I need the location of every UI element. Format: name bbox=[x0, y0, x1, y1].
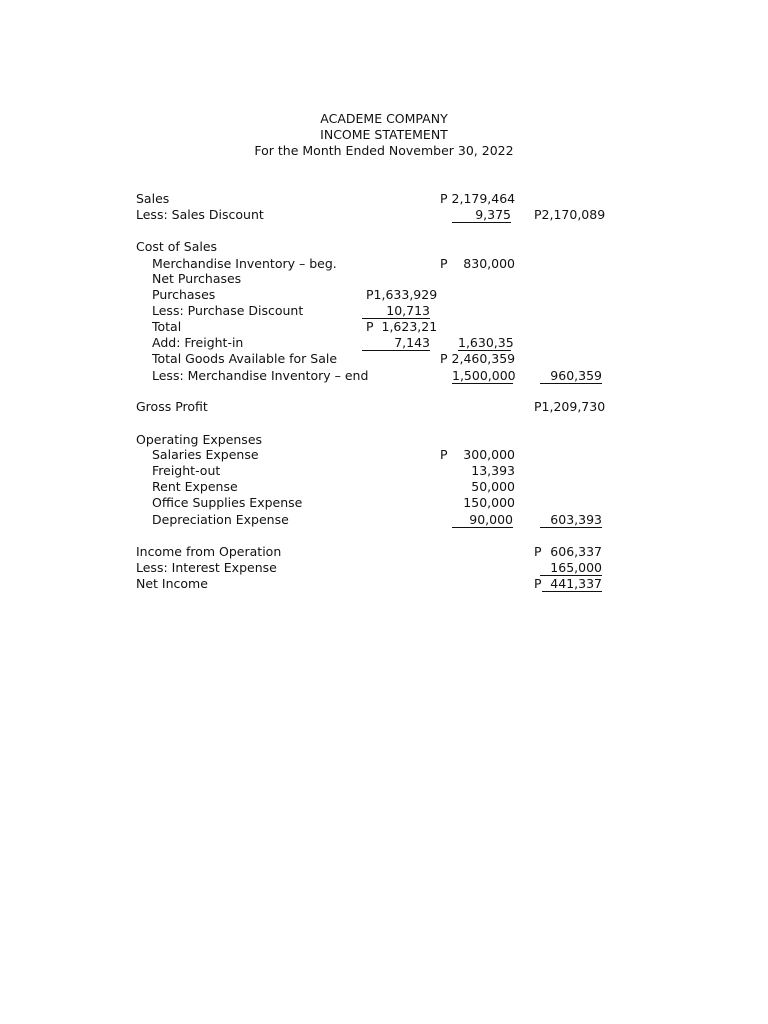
income-from-operation-label: Income from Operation bbox=[136, 544, 282, 559]
statement-title: INCOME STATEMENT bbox=[320, 127, 448, 142]
expense-label: Depreciation Expense bbox=[152, 512, 289, 527]
expense-label: Office Supplies Expense bbox=[152, 495, 303, 510]
inventory-beg-amount: 830,000 bbox=[463, 256, 515, 271]
purchases-amount: P1,633,929 bbox=[366, 287, 438, 302]
inventory-beg-peso: P bbox=[440, 256, 448, 271]
inventory-beg-label: Merchandise Inventory – beg. bbox=[152, 256, 337, 271]
cost-of-sales-amount: 960,359 bbox=[540, 369, 602, 384]
sales-discount-label: Less: Sales Discount bbox=[136, 207, 264, 222]
interest-expense-amount: 165,000 bbox=[540, 561, 602, 576]
net-purchases-amount: 1,630,35 bbox=[458, 335, 514, 350]
statement-period: For the Month Ended November 30, 2022 bbox=[254, 143, 514, 158]
total-amount: P 1,623,21 bbox=[366, 319, 438, 334]
purchase-discount-amount: 10,713 bbox=[362, 304, 430, 319]
sales-amount: P 2,179,464 bbox=[440, 191, 516, 206]
expense-amount: 300,000 bbox=[463, 447, 515, 462]
operating-expenses-total: 603,393 bbox=[540, 513, 602, 528]
freight-in-label: Add: Freight-in bbox=[152, 335, 244, 350]
expense-amount: 13,393 bbox=[471, 463, 515, 478]
net-purchases-label: Net Purchases bbox=[152, 271, 242, 286]
net-income-label: Net Income bbox=[136, 576, 208, 591]
gross-profit-amount: P1,209,730 bbox=[534, 399, 606, 414]
tgas-amount: P 2,460,359 bbox=[440, 351, 516, 366]
net-income-amount: 441,337 bbox=[542, 577, 602, 592]
expense-amount: 150,000 bbox=[463, 495, 515, 510]
expense-amount: 50,000 bbox=[471, 479, 515, 494]
tgas-label: Total Goods Available for Sale bbox=[152, 351, 338, 366]
company-name: ACADEME COMPANY bbox=[320, 111, 448, 126]
operating-expenses-label: Operating Expenses bbox=[136, 432, 263, 447]
expense-label: Freight-out bbox=[152, 463, 221, 478]
freight-in-amount: 7,143 bbox=[362, 336, 430, 351]
inventory-end-amount: 1,500,000 bbox=[452, 368, 516, 383]
expense-peso: P bbox=[440, 447, 448, 462]
gross-profit-label: Gross Profit bbox=[136, 399, 208, 414]
interest-expense-label: Less: Interest Expense bbox=[136, 560, 277, 575]
total-label: Total bbox=[152, 319, 182, 334]
expense-label: Salaries Expense bbox=[152, 447, 259, 462]
income-from-operation-peso: P bbox=[534, 544, 542, 559]
net-sales-amount: P2,170,089 bbox=[534, 207, 606, 222]
expense-amount: 90,000 bbox=[452, 513, 513, 528]
net-income-peso: P bbox=[534, 576, 542, 591]
income-from-operation-amount: 606,337 bbox=[550, 544, 602, 559]
sales-label: Sales bbox=[136, 191, 170, 206]
expense-label: Rent Expense bbox=[152, 479, 238, 494]
inventory-end-label: Less: Merchandise Inventory – end bbox=[152, 368, 369, 383]
purchases-label: Purchases bbox=[152, 287, 216, 302]
sales-discount-amount: 9,375 bbox=[452, 208, 511, 223]
purchase-discount-label: Less: Purchase Discount bbox=[152, 303, 304, 318]
cost-of-sales-label: Cost of Sales bbox=[136, 239, 218, 254]
